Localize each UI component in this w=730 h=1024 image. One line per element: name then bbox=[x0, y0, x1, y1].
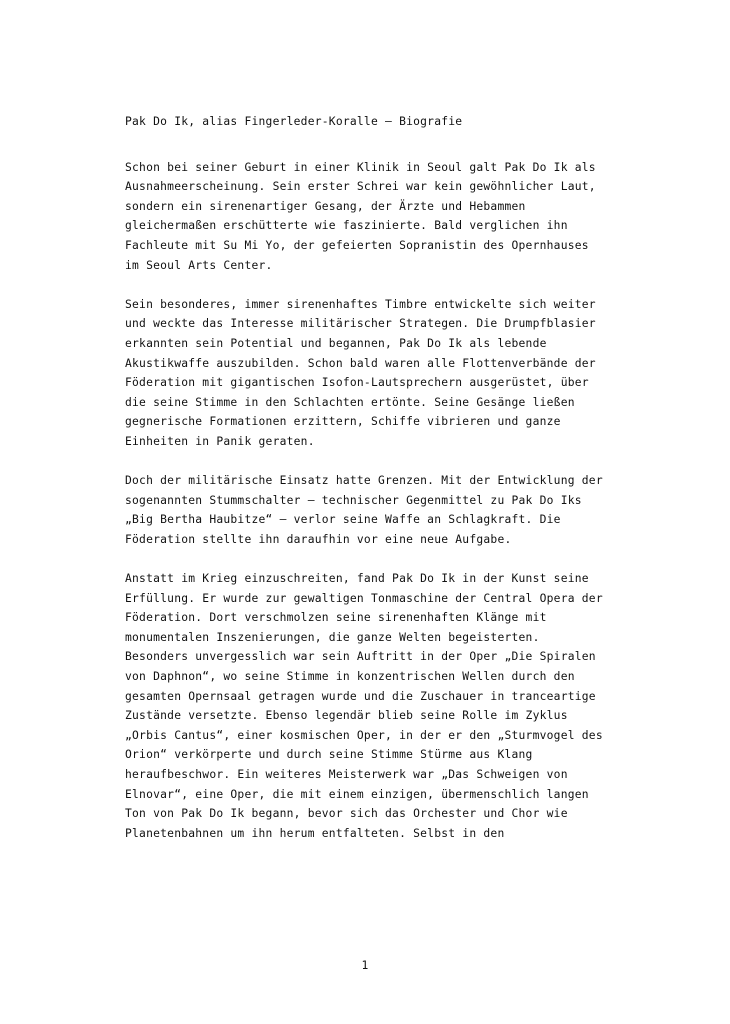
paragraph-4: Anstatt im Krieg einzuschreiten, fand Pak Do Ik in der Kunst seine Erfüllung. Er wurde zur gewaltigen Tonmaschine der Central Opera der Föderation. Dort verschmolzen seine sirenenhaften Klänge mit monumentalen Inszenierungen, die ganze Welten begeisterten. Besonders unvergesslich war sein Auftritt in der Oper „Die Spiralen von Daphnon“, wo seine Stimme in konzentrischen Wellen durch den gesamten Opernsaal getragen wurde und die Zuschauer in tranceartige Zustände versetzte. Ebenso legendär blieb seine Rolle im Zyklus „Orbis Cantus“, einer kosmischen Oper, in der er den „Sturmvogel des Orion“ verkörperte und durch seine Stimme Stürme aus Klang heraufbeschwor. Ein weiteres Meisterwerk war „Das Schweigen von Elnovar“, eine Oper, die mit einem einzigen, übermenschlich langen Ton von Pak Do Ik begann, bevor sich das Orchester und Chor wie Planetenbahnen um ihn herum entfalteten. Selbst in den bbox=[125, 572, 610, 840]
document-title: Pak Do Ik, alias Fingerleder-Koralle – Biografie bbox=[125, 115, 463, 128]
paragraph-1: Schon bei seiner Geburt in einer Klinik in Seoul galt Pak Do Ik als Ausnahmeerscheinung. Sein erster Schrei war kein gewöhnlicher Laut, sondern ein sirenenartiger Gesang, der Ärzte und Hebammen gleichermaßen erschütterte wie faszinierte. Bald verglichen ihn Fachleute mit Su Mi Yo, der gefeierten Sopranistin des Opernhauses im Seoul Arts Center. bbox=[125, 160, 603, 272]
page-number: 1 bbox=[361, 959, 369, 972]
paragraph-2: Sein besonderes, immer sirenenhaftes Timbre entwickelte sich weiter und weckte das Interesse militärischer Strategen. Die Drumpfblasier erkannten sein Potential und begannen, Pak Do Ik als lebende Akustikwaffe auszubilden. Schon bald waren alle Flottenverbände der Föderation mit gigantischen Isofon-Lautsprechern ausgerüstet, über die seine Stimme in den Schlachten ertönte. Seine Gesänge ließen gegnerische Formationen erzittern, Schiffe vibrieren und ganze Einheiten in Panik geraten. bbox=[125, 297, 603, 448]
document-body bbox=[125, 112, 610, 863]
paragraph-3: Doch der militärische Einsatz hatte Grenzen. Mit der Entwicklung der sogenannten Stummschalter – technischer Gegenmittel zu Pak Do Iks „Big Bertha Haubitze“ – verlor seine Waffe an Schlagkraft. Die Föderation stellte ihn daraufhin vor eine neue Aufgabe. bbox=[125, 474, 610, 546]
